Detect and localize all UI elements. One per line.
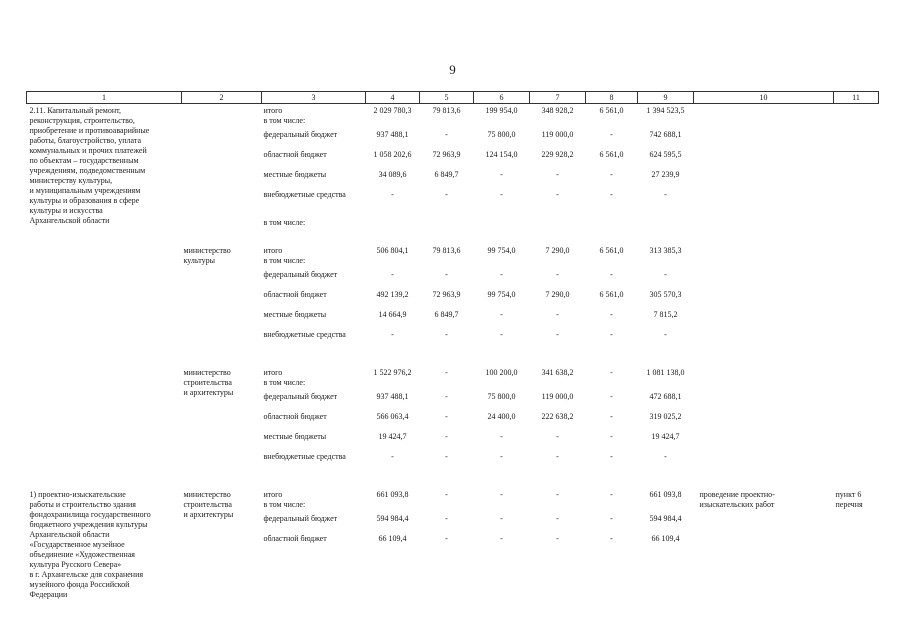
value-cell: 6 849,7 bbox=[434, 170, 459, 179]
list-reference-line: перечня bbox=[835, 500, 863, 509]
spacer-row bbox=[27, 348, 879, 366]
org-name-line: строительства bbox=[183, 378, 232, 387]
empty-cell bbox=[182, 128, 262, 148]
value-cell: 100 200,0 bbox=[485, 368, 518, 377]
value-cell: - bbox=[556, 452, 559, 461]
item-title-line: объединение «Художественная bbox=[29, 550, 135, 559]
value-cell: 566 063,4 bbox=[376, 412, 409, 421]
empty-cell bbox=[182, 216, 262, 236]
value-cell: 624 595,5 bbox=[649, 150, 682, 159]
section-title-line: министерству культуры, bbox=[29, 176, 113, 185]
budget-table bbox=[26, 91, 879, 612]
row-label-text: итого bbox=[263, 368, 283, 377]
empty-cell bbox=[834, 268, 879, 288]
col-header: 11 bbox=[834, 92, 879, 104]
org-name-line: министерство bbox=[183, 490, 231, 499]
work-description-line: проведение проектно- bbox=[699, 490, 775, 499]
value-cell: 72 963,9 bbox=[432, 150, 461, 159]
empty-cell bbox=[182, 188, 262, 208]
empty-cell bbox=[694, 188, 834, 208]
empty-cell bbox=[27, 348, 879, 366]
value-cell: 305 570,3 bbox=[649, 290, 682, 299]
empty-cell bbox=[27, 268, 182, 288]
empty-cell bbox=[27, 288, 182, 308]
value-cell: 661 093,8 bbox=[376, 490, 409, 499]
empty-cell bbox=[27, 430, 182, 450]
section-title-line: и муниципальным учреждениям bbox=[29, 186, 141, 195]
table-row bbox=[27, 244, 879, 268]
value-cell: - bbox=[445, 392, 448, 401]
table-row bbox=[27, 430, 879, 450]
empty-cell bbox=[182, 236, 879, 244]
value-cell: 79 813,6 bbox=[432, 246, 461, 255]
value-cell: 6 561,0 bbox=[599, 106, 624, 115]
row-label: федеральный бюджет bbox=[263, 514, 338, 523]
section-title-line: культуры и образования в сфере bbox=[29, 196, 140, 205]
value-cell: - bbox=[610, 514, 613, 523]
table-row bbox=[27, 450, 879, 470]
section-title-line: работы, благоустройство, уплата bbox=[29, 136, 142, 145]
empty-cell bbox=[834, 328, 879, 348]
value-cell: - bbox=[610, 170, 613, 179]
empty-cell bbox=[694, 366, 834, 390]
value-cell: 341 638,2 bbox=[541, 368, 574, 377]
table-row bbox=[27, 390, 879, 410]
value-cell: 6 561,0 bbox=[599, 150, 624, 159]
value-cell: 19 424,7 bbox=[378, 432, 407, 441]
empty-cell bbox=[27, 366, 182, 390]
empty-cell bbox=[694, 328, 834, 348]
row-label-text: в том числе: bbox=[263, 256, 306, 265]
value-cell: - bbox=[500, 534, 503, 543]
row-label: областной бюджет bbox=[263, 290, 327, 299]
spacer-row bbox=[27, 470, 879, 488]
value-cell: 313 385,3 bbox=[649, 246, 682, 255]
value-cell: 24 400,0 bbox=[487, 412, 516, 421]
value-cell: - bbox=[610, 490, 613, 499]
table-row bbox=[27, 410, 879, 430]
value-cell: 72 963,9 bbox=[432, 290, 461, 299]
value-cell: 34 089,6 bbox=[378, 170, 407, 179]
empty-cell bbox=[182, 168, 262, 188]
value-cell: - bbox=[391, 190, 394, 199]
empty-cell bbox=[694, 512, 834, 532]
value-cell: - bbox=[610, 432, 613, 441]
value-cell: - bbox=[500, 432, 503, 441]
row-label-text: итого bbox=[263, 490, 283, 499]
empty-cell bbox=[834, 168, 879, 188]
item-title-line: культура Русского Севера» bbox=[29, 560, 122, 569]
value-cell: - bbox=[610, 534, 613, 543]
empty-cell bbox=[182, 104, 262, 129]
empty-cell bbox=[834, 430, 879, 450]
value-cell: - bbox=[556, 534, 559, 543]
value-cell: 7 290,0 bbox=[545, 290, 570, 299]
row-label: местные бюджеты bbox=[263, 432, 327, 441]
empty-cell bbox=[27, 470, 879, 488]
item-title-line: Архангельской области bbox=[29, 530, 110, 539]
value-cell: - bbox=[445, 190, 448, 199]
empty-cell bbox=[694, 104, 834, 129]
row-label-text: в том числе: bbox=[263, 116, 306, 125]
row-label: федеральный бюджет bbox=[263, 270, 338, 279]
empty-cell bbox=[834, 532, 879, 552]
value-cell: - bbox=[445, 330, 448, 339]
col-header: 10 bbox=[694, 92, 834, 104]
value-cell: 1 081 138,0 bbox=[646, 368, 685, 377]
col-header: 7 bbox=[530, 92, 586, 104]
value-cell: 119 000,0 bbox=[541, 392, 574, 401]
org-name-line: строительства bbox=[183, 500, 232, 509]
org-name-line: министерство bbox=[183, 246, 231, 255]
row-label: федеральный бюджет bbox=[263, 130, 338, 139]
value-cell: 222 638,2 bbox=[541, 412, 574, 421]
empty-cell bbox=[694, 148, 834, 168]
value-cell: 6 561,0 bbox=[599, 246, 624, 255]
col-header: 4 bbox=[366, 92, 420, 104]
table-row bbox=[27, 288, 879, 308]
value-cell: - bbox=[610, 130, 613, 139]
section-title-line: 2.11. Капитальный ремонт, bbox=[29, 106, 122, 115]
value-cell: 472 688,1 bbox=[649, 392, 682, 401]
value-cell: 1 394 523,5 bbox=[646, 106, 685, 115]
value-cell: 2 029 780,3 bbox=[373, 106, 412, 115]
header-row bbox=[27, 92, 879, 104]
value-cell: - bbox=[391, 270, 394, 279]
value-cell: 119 000,0 bbox=[541, 130, 574, 139]
row-label: местные бюджеты bbox=[263, 310, 327, 319]
value-cell: - bbox=[500, 270, 503, 279]
empty-cell bbox=[694, 410, 834, 430]
row-label: областной бюджет bbox=[263, 534, 327, 543]
value-cell: 14 664,9 bbox=[378, 310, 407, 319]
value-cell: 124 154,0 bbox=[485, 150, 518, 159]
value-cell: - bbox=[664, 452, 667, 461]
row-label: областной бюджет bbox=[263, 412, 327, 421]
value-cell: 1 058 202,6 bbox=[373, 150, 412, 159]
value-cell: - bbox=[391, 330, 394, 339]
org-name bbox=[182, 244, 262, 348]
empty-cell bbox=[834, 410, 879, 430]
empty-cell bbox=[27, 308, 182, 328]
empty-cell bbox=[694, 430, 834, 450]
item-title-line: «Государственное музейное bbox=[29, 540, 125, 549]
value-cell: - bbox=[500, 452, 503, 461]
row-label: местные бюджеты bbox=[263, 170, 327, 179]
org-name-line: и архитектуры bbox=[183, 388, 234, 397]
value-cell: - bbox=[610, 330, 613, 339]
value-cell: - bbox=[556, 330, 559, 339]
table-row bbox=[27, 104, 879, 129]
list-reference bbox=[834, 488, 879, 512]
value-cell: - bbox=[664, 270, 667, 279]
value-cell: - bbox=[445, 368, 448, 377]
empty-cell bbox=[834, 450, 879, 470]
table-row bbox=[27, 268, 879, 288]
value-cell: - bbox=[445, 432, 448, 441]
value-cell: - bbox=[500, 190, 503, 199]
value-cell: - bbox=[445, 534, 448, 543]
table-row bbox=[27, 308, 879, 328]
section-title-line: учреждениям, подведомственным bbox=[29, 166, 146, 175]
item-title-line: работы и строительство здания bbox=[29, 500, 136, 509]
empty-cell bbox=[366, 216, 879, 236]
empty-cell bbox=[262, 552, 879, 612]
value-cell: - bbox=[610, 392, 613, 401]
value-cell: 19 424,7 bbox=[651, 432, 680, 441]
value-cell: - bbox=[500, 310, 503, 319]
empty-cell bbox=[834, 128, 879, 148]
value-cell: - bbox=[500, 170, 503, 179]
value-cell: - bbox=[445, 412, 448, 421]
row-label bbox=[262, 104, 366, 129]
col-header: 5 bbox=[420, 92, 474, 104]
item-title-line: бюджетного учреждения культуры bbox=[29, 520, 148, 529]
value-cell: - bbox=[610, 270, 613, 279]
value-cell: - bbox=[556, 190, 559, 199]
empty-cell bbox=[27, 328, 182, 348]
item-title bbox=[27, 488, 182, 612]
value-cell: 79 813,6 bbox=[432, 106, 461, 115]
empty-cell bbox=[834, 288, 879, 308]
empty-cell bbox=[694, 128, 834, 148]
empty-cell bbox=[694, 390, 834, 410]
row-label-text: итого bbox=[263, 246, 283, 255]
empty-cell bbox=[834, 188, 879, 208]
row-label-text: в том числе: bbox=[263, 378, 306, 387]
value-cell: - bbox=[500, 330, 503, 339]
row-label: внебюджетные средства bbox=[263, 190, 346, 199]
table-row bbox=[27, 366, 879, 390]
empty-cell bbox=[694, 532, 834, 552]
value-cell: 506 804,1 bbox=[376, 246, 409, 255]
value-cell: - bbox=[556, 270, 559, 279]
empty-cell bbox=[182, 208, 879, 216]
value-cell: - bbox=[445, 452, 448, 461]
value-cell: 6 849,7 bbox=[434, 310, 459, 319]
col-header: 2 bbox=[182, 92, 262, 104]
value-cell: - bbox=[610, 368, 613, 377]
value-cell: 594 984,4 bbox=[376, 514, 409, 523]
section-title-line: культуры и искусства bbox=[29, 206, 103, 215]
section-title-line: по объектам – государственным bbox=[29, 156, 139, 165]
empty-cell bbox=[27, 244, 182, 268]
value-cell: 1 522 976,2 bbox=[373, 368, 412, 377]
row-label bbox=[262, 366, 366, 390]
empty-cell bbox=[27, 390, 182, 410]
work-description-line: изыскательских работ bbox=[699, 500, 775, 509]
value-cell: 99 754,0 bbox=[487, 290, 516, 299]
value-cell: - bbox=[556, 170, 559, 179]
empty-cell bbox=[834, 512, 879, 532]
empty-cell bbox=[834, 148, 879, 168]
row-label-text: итого bbox=[263, 106, 283, 115]
org-name bbox=[182, 366, 262, 470]
value-cell: 937 488,1 bbox=[376, 130, 409, 139]
empty-cell bbox=[182, 148, 262, 168]
row-label bbox=[262, 488, 366, 512]
list-reference-line: пункт 6 bbox=[835, 490, 862, 499]
empty-cell bbox=[834, 390, 879, 410]
page-number: 9 bbox=[449, 62, 456, 77]
row-label bbox=[262, 244, 366, 268]
value-cell: - bbox=[445, 514, 448, 523]
empty-cell bbox=[694, 308, 834, 328]
section-title-line: коммунальных и прочих платежей bbox=[29, 146, 147, 155]
value-cell: - bbox=[556, 490, 559, 499]
org-name-line: министерство bbox=[183, 368, 231, 377]
value-cell: - bbox=[664, 330, 667, 339]
value-cell: - bbox=[556, 432, 559, 441]
value-cell: - bbox=[664, 190, 667, 199]
value-cell: 594 984,4 bbox=[649, 514, 682, 523]
empty-cell bbox=[694, 244, 834, 268]
value-cell: - bbox=[556, 514, 559, 523]
section-title-line: реконструкция, строительство, bbox=[29, 116, 135, 125]
empty-cell bbox=[834, 308, 879, 328]
row-label: внебюджетные средства bbox=[263, 452, 346, 461]
value-cell: 348 928,2 bbox=[541, 106, 574, 115]
value-cell: 99 754,0 bbox=[487, 246, 516, 255]
value-cell: 937 488,1 bbox=[376, 392, 409, 401]
value-cell: 7 290,0 bbox=[545, 246, 570, 255]
value-cell: - bbox=[391, 452, 394, 461]
value-cell: 742 688,1 bbox=[649, 130, 682, 139]
value-cell: - bbox=[500, 490, 503, 499]
empty-cell bbox=[27, 450, 182, 470]
org-name-line: культуры bbox=[183, 256, 216, 265]
row-label: федеральный бюджет bbox=[263, 392, 338, 401]
empty-cell bbox=[834, 104, 879, 129]
value-cell: 319 025,2 bbox=[649, 412, 682, 421]
item-title-line: фондохранилища государственного bbox=[29, 510, 151, 519]
value-cell: - bbox=[610, 310, 613, 319]
value-cell: 199 954,0 bbox=[485, 106, 518, 115]
org-name-line: и архитектуры bbox=[183, 510, 234, 519]
empty-cell bbox=[834, 366, 879, 390]
value-cell: 229 928,2 bbox=[541, 150, 574, 159]
value-cell: - bbox=[610, 452, 613, 461]
col-header: 9 bbox=[638, 92, 694, 104]
item-title-line: в г. Архангельске для сохранения bbox=[29, 570, 144, 579]
empty-cell bbox=[694, 450, 834, 470]
value-cell: - bbox=[445, 270, 448, 279]
row-label: внебюджетные средства bbox=[263, 330, 346, 339]
item-title-line: музейного фонда Российской bbox=[29, 580, 130, 589]
item-title-line: 1) проектно-изыскательские bbox=[29, 490, 126, 499]
value-cell: 27 239,9 bbox=[651, 170, 680, 179]
table-row bbox=[27, 488, 879, 512]
col-header: 6 bbox=[474, 92, 530, 104]
value-cell: 75 800,0 bbox=[487, 392, 516, 401]
value-cell: 661 093,8 bbox=[649, 490, 682, 499]
value-cell: - bbox=[556, 310, 559, 319]
value-cell: 66 109,4 bbox=[651, 534, 680, 543]
section-title-line: приобретение и противоаварийные bbox=[29, 126, 150, 135]
value-cell: - bbox=[610, 412, 613, 421]
value-cell: 66 109,4 bbox=[378, 534, 407, 543]
value-cell: 7 815,2 bbox=[653, 310, 678, 319]
col-header: 8 bbox=[586, 92, 638, 104]
col-header: 3 bbox=[262, 92, 366, 104]
empty-cell bbox=[694, 268, 834, 288]
item-title-line: Федерации bbox=[29, 590, 68, 599]
row-label: в том числе: bbox=[263, 218, 306, 227]
value-cell: 492 139,2 bbox=[376, 290, 409, 299]
value-cell: 6 561,0 bbox=[599, 290, 624, 299]
value-cell: 75 800,0 bbox=[487, 130, 516, 139]
row-label-text: в том числе: bbox=[263, 500, 306, 509]
row-label: областной бюджет bbox=[263, 150, 327, 159]
value-cell: - bbox=[500, 514, 503, 523]
section-title bbox=[27, 104, 182, 245]
value-cell: - bbox=[610, 190, 613, 199]
empty-cell bbox=[834, 244, 879, 268]
empty-cell bbox=[694, 168, 834, 188]
empty-cell bbox=[694, 288, 834, 308]
empty-cell bbox=[27, 410, 182, 430]
table-row bbox=[27, 328, 879, 348]
value-cell: - bbox=[445, 130, 448, 139]
org-name bbox=[182, 488, 262, 612]
value-cell: - bbox=[445, 490, 448, 499]
section-title-line: Архангельской области bbox=[29, 216, 110, 225]
col-header: 1 bbox=[27, 92, 182, 104]
work-description bbox=[694, 488, 834, 512]
